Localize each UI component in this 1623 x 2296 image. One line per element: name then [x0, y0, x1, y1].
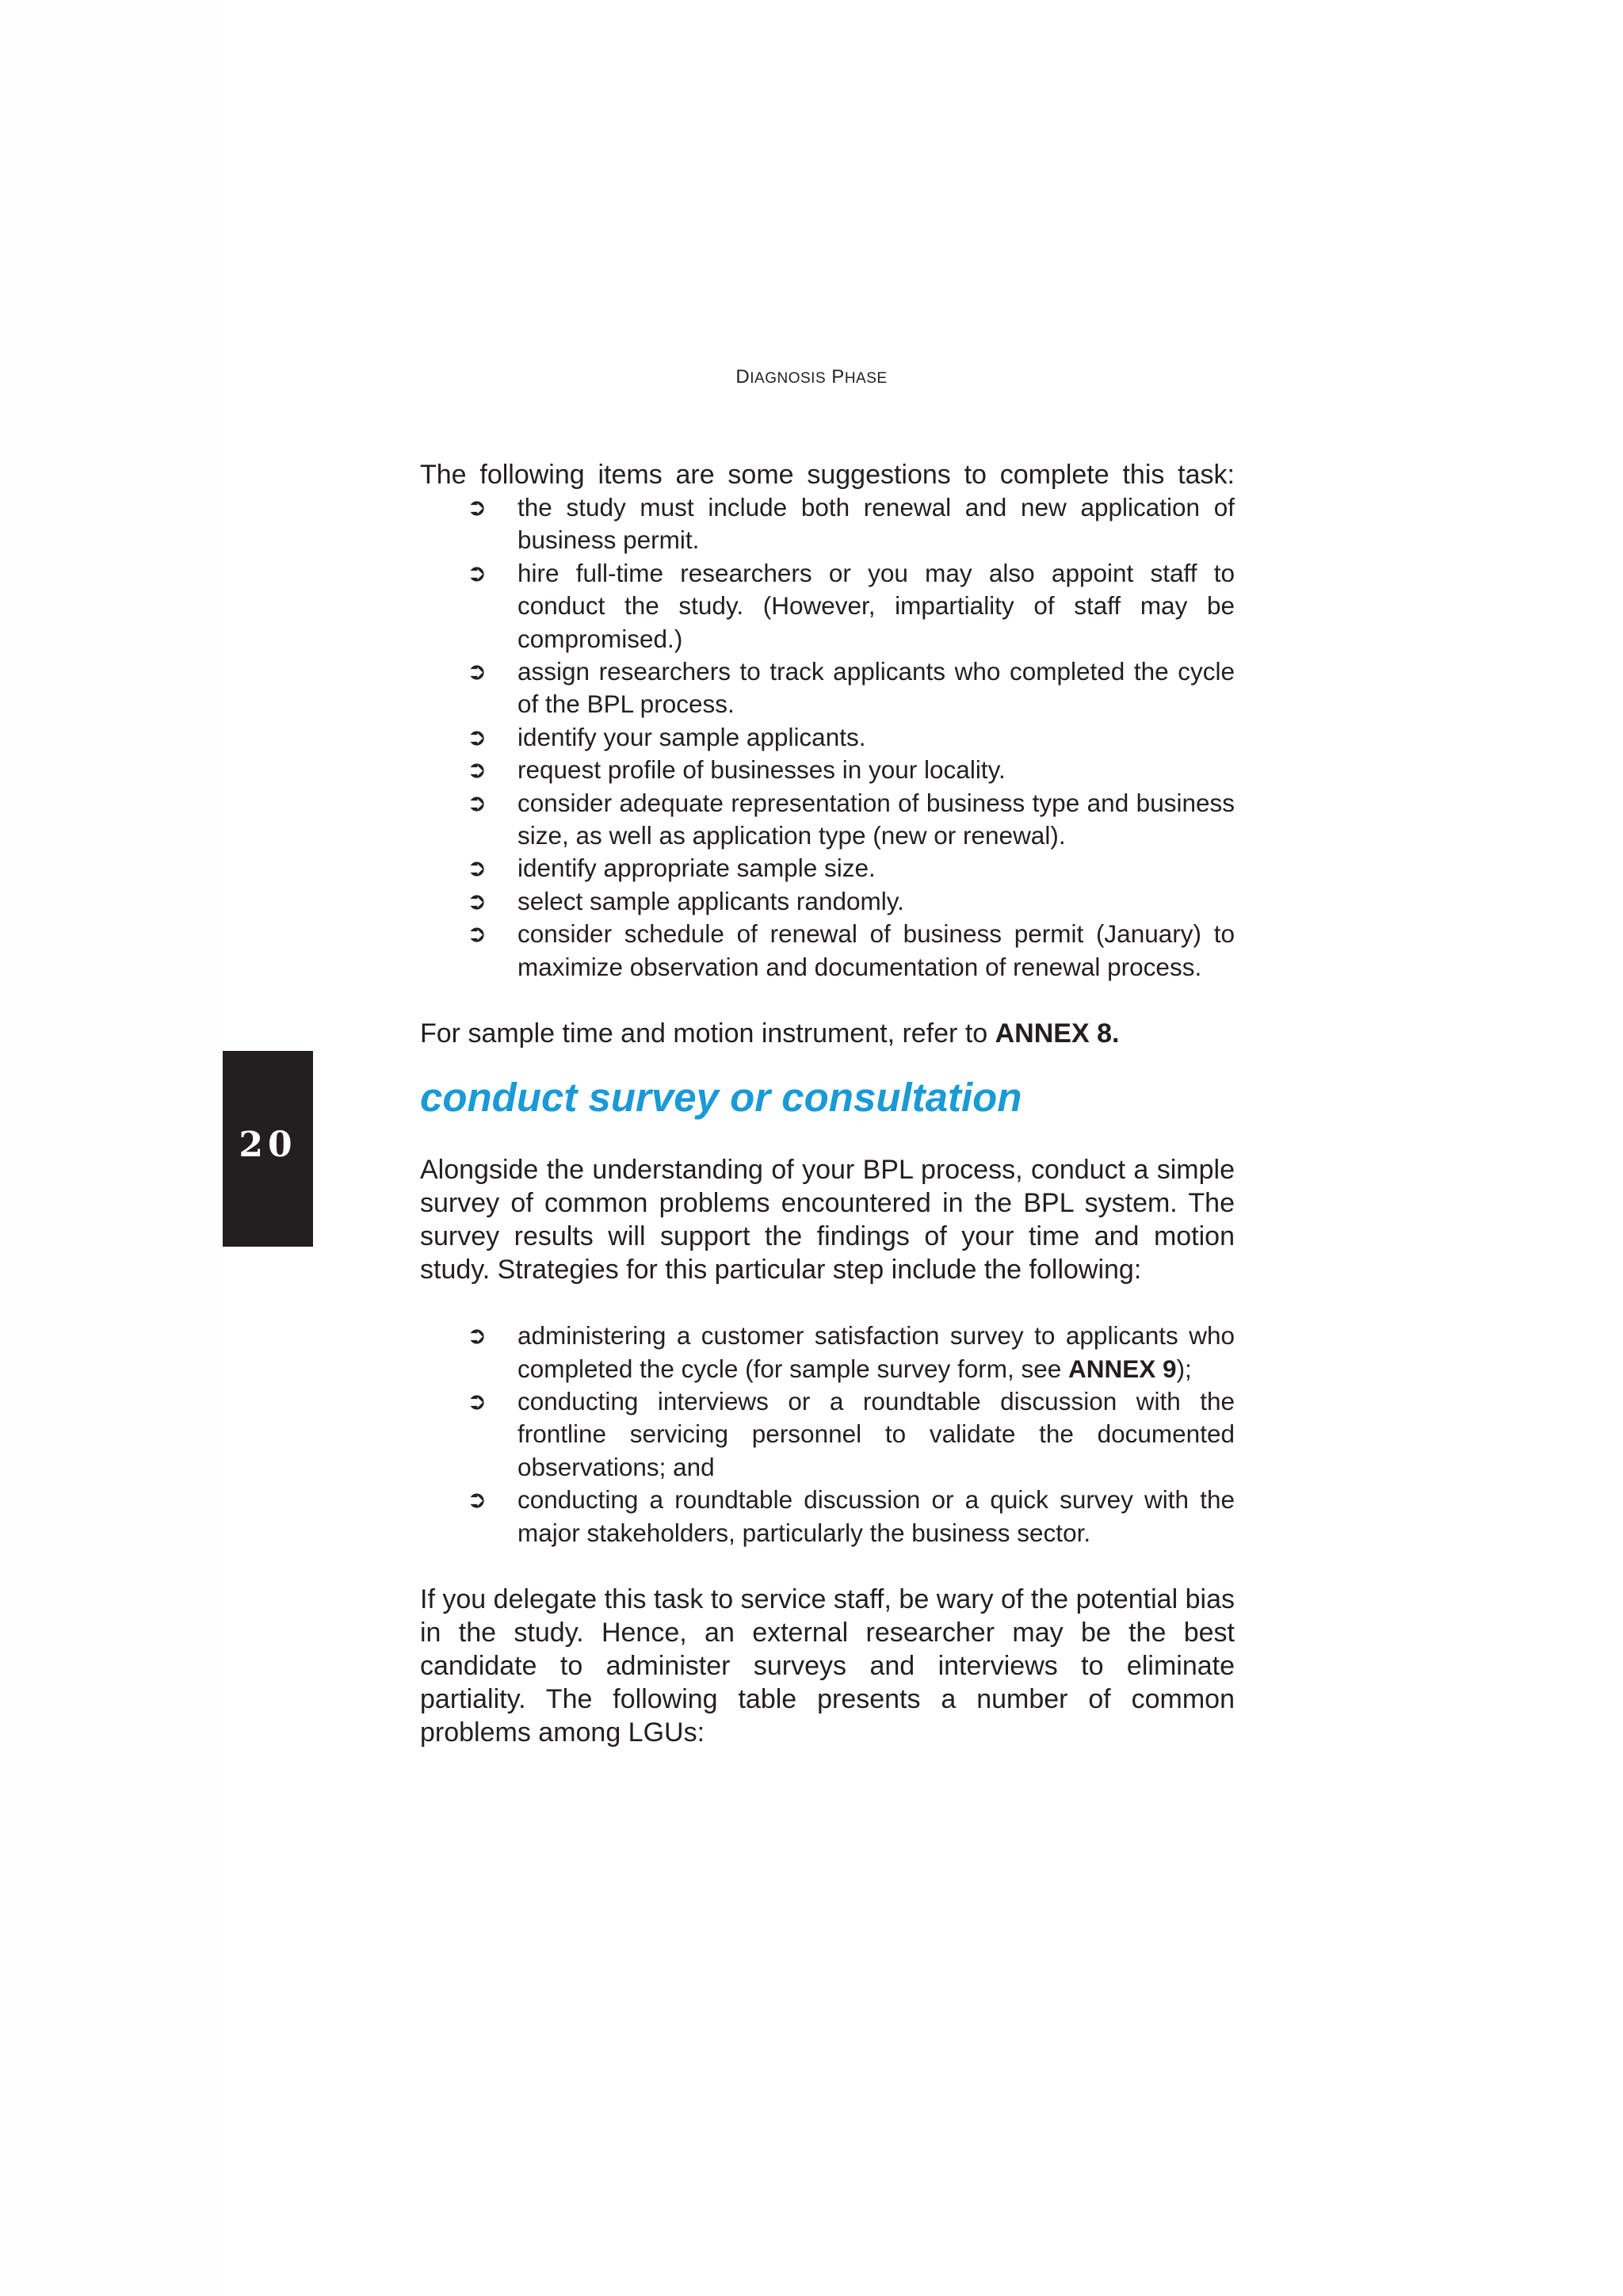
list-item: ➲ request profile of businesses in your locality. [517, 754, 1235, 786]
annex-9-label: ANNEX 9 [1068, 1354, 1177, 1383]
list-item: ➲ consider schedule of renewal of business permit (January) to maximize observation and documentation of renewal process. [467, 919, 1235, 981]
intro-paragraph: The following items are some suggestions to complete this task: [420, 460, 1235, 490]
running-head-initial-1: D [735, 366, 750, 388]
page-number: 20 [239, 1125, 297, 1165]
arrow-right-icon: ➲ [467, 1387, 487, 1415]
running-header [0, 366, 1623, 388]
list-item: ➲ consider adequate representation of business type and business size, as well as application type (new or renewal). [467, 788, 1235, 850]
page-body [420, 458, 1235, 1749]
running-head-rest-1: IAGNOSIS [750, 370, 827, 387]
arrow-right-icon: ➲ [467, 1486, 487, 1515]
list-item: ➲ conducting interviews or a roundtable discussion with the frontline servicing personnel to validate the documented observations; and [467, 1386, 1235, 1481]
list-item: ➲ conducting a roundtable discussion or a quick survey with the major stakeholders, particularly the business sector. [467, 1485, 1235, 1547]
list-item: ➲ identify your sample applicants. [517, 721, 1235, 754]
running-head-initial-2: P [831, 366, 845, 388]
list-item: ➲ assign researchers to track applicants who completed the cycle of the BPL process. [467, 657, 1235, 719]
strategies-list [420, 1320, 1235, 1549]
arrow-right-icon: ➲ [467, 887, 487, 915]
arrow-right-icon: ➲ [467, 658, 487, 686]
page-number-tab [223, 1051, 313, 1247]
survey-paragraph: Alongside the understanding of your BPL process, conduct a simple survey of common problems encountered in the BPL system. The survey results will support the findings of your time and motion study. Strategies for this particular step include the following: [420, 1155, 1235, 1286]
list-item: ➲ administering a customer satisfaction survey to applicants who completed the cycle (for sample survey form, see ANNEX 9); [467, 1321, 1235, 1383]
arrow-right-icon: ➲ [467, 756, 487, 785]
running-head-rest-2: HASE [844, 370, 888, 387]
page-margin [0, 0, 222, 2296]
arrow-right-icon: ➲ [467, 789, 487, 817]
section-title: conduct survey or consultation [420, 1075, 1022, 1121]
arrow-right-icon: ➲ [467, 494, 487, 521]
list-item: ➲ the study must include both renewal and new application of business permit. [467, 493, 1235, 555]
arrow-right-icon: ➲ [467, 559, 487, 587]
annex-reference: For sample time and motion instrument, refer to ANNEX 8. [420, 1018, 1120, 1049]
arrow-right-icon: ➲ [467, 723, 487, 751]
list-item: ➲ identify appropriate sample size. [517, 852, 1235, 884]
delegation-paragraph: If you delegate this task to service staff, be wary of the potential bias in the study. Hence, an external researcher may be the best candidate to administer surveys and interviews to eliminate partiality. The following table presents a number of common problems among LGUs: [420, 1584, 1235, 1748]
arrow-right-icon: ➲ [467, 920, 487, 949]
list-item: ➲ hire full-time researchers or you may also appoint staff to conduct the study. (However, impartiality of staff may be compromised.) [467, 558, 1235, 653]
arrow-right-icon: ➲ [467, 1322, 487, 1350]
list-item: ➲ select sample applicants randomly. [517, 885, 1235, 918]
arrow-right-icon: ➲ [467, 854, 487, 883]
suggestions-list [420, 491, 1235, 984]
annex-8-label: ANNEX 8. [995, 1018, 1120, 1049]
